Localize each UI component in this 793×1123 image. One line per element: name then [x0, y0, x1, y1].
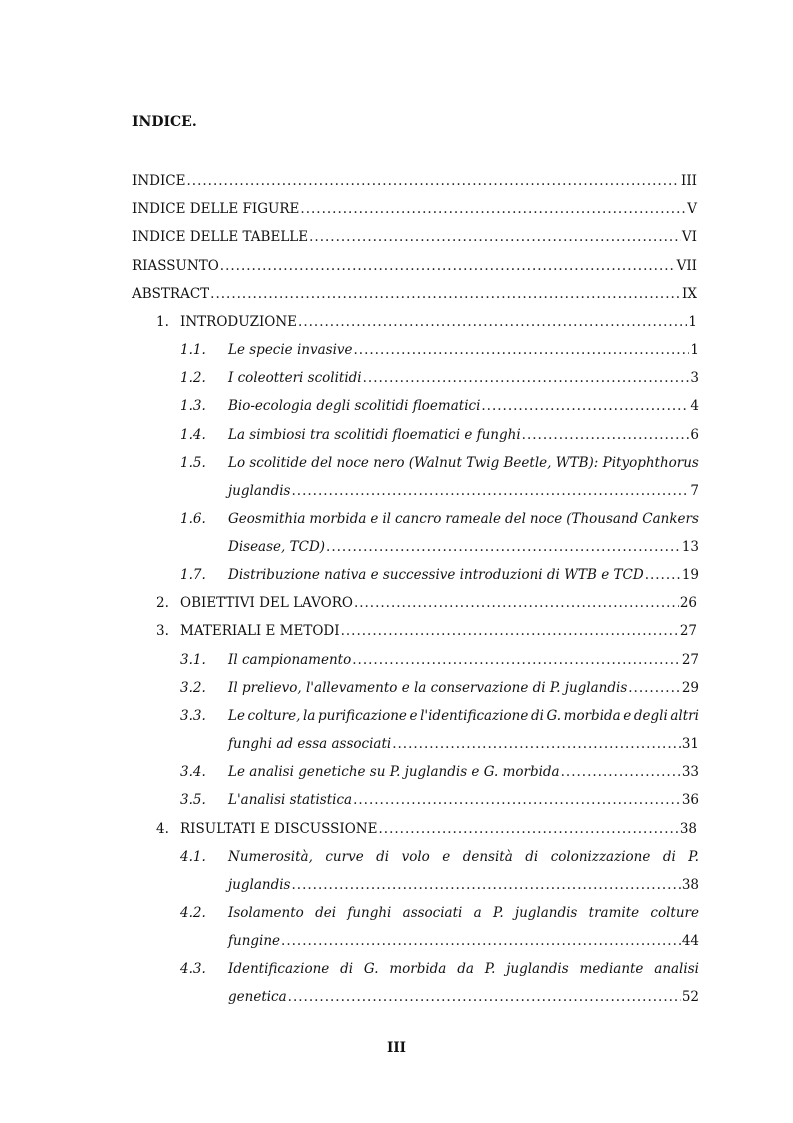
- word: Cankers: [642, 511, 699, 527]
- toc-entry-title: OBIETTIVI DEL LAVORO: [180, 595, 353, 611]
- word: e: [442, 849, 451, 865]
- toc-entry-number: 3.5.: [180, 792, 206, 808]
- toc-entry-title: juglandis: [228, 483, 291, 499]
- toc-entry-page: 38: [679, 821, 697, 837]
- word: Pityophthorus: [602, 455, 699, 471]
- toc-entry-title: Distribuzione nativa e successive introduzioni di WTB e TCD: [228, 567, 644, 583]
- toc-entry-page: III: [681, 173, 697, 189]
- word: colture: [650, 905, 699, 921]
- toc-entry-1-6-line2[interactable]: [228, 538, 699, 556]
- toc-entry-page: 44: [681, 933, 699, 949]
- dot-leader: [628, 679, 681, 697]
- toc-entry-number: 3.3.: [180, 708, 206, 724]
- toc-entry-page: 6: [690, 427, 699, 443]
- dot-leader: [561, 763, 681, 781]
- toc-entry-3-5[interactable]: [180, 791, 699, 809]
- toc-entry-page: 52: [681, 989, 699, 1005]
- word: e: [623, 708, 632, 724]
- word: altri: [670, 708, 699, 724]
- dot-leader: [645, 566, 681, 584]
- word: P.: [688, 849, 699, 865]
- toc-entry-number: 1.7.: [180, 567, 206, 583]
- toc-entry-page: 33: [681, 764, 699, 780]
- dot-leader: [309, 228, 681, 246]
- page-number: III: [387, 1040, 406, 1056]
- toc-entry-title: ABSTRACT: [132, 286, 210, 302]
- toc-entry-3-4[interactable]: [180, 763, 699, 781]
- toc-entry-number: 4.: [156, 821, 169, 837]
- dot-leader: [481, 397, 689, 415]
- word: purificazione: [317, 708, 407, 724]
- toc-entry-page: 31: [681, 736, 699, 752]
- toc-entry-indice[interactable]: [132, 172, 697, 190]
- word: (Thousand: [566, 511, 639, 527]
- toc-entry-page: VI: [681, 229, 697, 245]
- toc-entry-page: 27: [681, 652, 699, 668]
- dot-leader: [281, 932, 681, 950]
- word: l'identificazione: [420, 708, 529, 724]
- word: Le: [228, 708, 245, 724]
- dot-leader: [288, 988, 681, 1006]
- word: Beetle,: [503, 455, 552, 471]
- toc-entry-title: Il campionamento: [228, 652, 352, 668]
- toc-entry-number: 4.2.: [180, 905, 206, 921]
- word: G.: [363, 961, 379, 977]
- dot-leader: [354, 341, 690, 359]
- word: degli: [633, 708, 668, 724]
- word: mediante: [579, 961, 644, 977]
- toc-entry-1-3[interactable]: [180, 397, 699, 415]
- word: volo: [401, 849, 430, 865]
- toc-entry-page: 7: [690, 483, 699, 499]
- word: colonizzazione: [550, 849, 651, 865]
- dot-leader: [210, 285, 681, 303]
- toc-entry-chapter-4[interactable]: [156, 820, 697, 838]
- dot-leader: [220, 257, 676, 275]
- word: tramite: [588, 905, 640, 921]
- dot-leader: [298, 313, 687, 331]
- toc-entry-title: fungine: [228, 933, 281, 949]
- toc-entry-page: 26: [679, 595, 697, 611]
- word: rameale: [445, 511, 501, 527]
- toc-entry-4-3-line2[interactable]: [228, 988, 699, 1006]
- word: morbida: [563, 708, 621, 724]
- word: Lo: [228, 455, 246, 471]
- toc-entry-number: 1.3.: [180, 398, 206, 414]
- dot-leader: [392, 735, 681, 753]
- toc-entry-1-1[interactable]: [180, 341, 699, 359]
- toc-entry-1-6-line1[interactable]: [228, 510, 699, 528]
- word: di: [662, 849, 676, 865]
- toc-heading: INDICE.: [132, 114, 197, 130]
- word: colture,: [247, 708, 301, 724]
- toc-entry-4-1-line2[interactable]: [228, 876, 699, 894]
- toc-entry-number: 3.2.: [180, 680, 206, 696]
- word: del: [311, 455, 333, 471]
- toc-entry-3-3-line2[interactable]: [228, 735, 699, 753]
- word: morbida: [309, 511, 367, 527]
- toc-entry-3-3-line1[interactable]: [228, 707, 699, 725]
- toc-entry-4-1-line1[interactable]: [228, 848, 699, 866]
- word: a: [473, 905, 482, 921]
- toc-entry-title: INDICE: [132, 173, 186, 189]
- dot-leader: [291, 482, 689, 500]
- dot-leader: [352, 651, 681, 669]
- toc-entry-4-2-line1[interactable]: [228, 904, 699, 922]
- toc-entry-title: INDICE DELLE TABELLE: [132, 229, 309, 245]
- word: juglandis: [514, 905, 578, 921]
- toc-entry-riassunto[interactable]: [132, 257, 697, 275]
- word: noce: [529, 511, 563, 527]
- toc-entry-number: 1.2.: [180, 370, 206, 386]
- toc-entry-title: RIASSUNTO: [132, 258, 219, 274]
- toc-entry-1-5-line2[interactable]: [228, 482, 699, 500]
- toc-entry-1-5-line1[interactable]: [228, 454, 699, 472]
- toc-entry-page: 1: [688, 314, 697, 330]
- toc-entry-title: Le specie invasive: [228, 342, 353, 358]
- word: WTB):: [555, 455, 599, 471]
- toc-entry-page: 19: [681, 567, 699, 583]
- word: noce: [336, 455, 369, 471]
- toc-entry-chapter-2[interactable]: [156, 594, 697, 612]
- word: da: [457, 961, 474, 977]
- dot-leader: [354, 594, 679, 612]
- dot-leader: [341, 622, 679, 640]
- toc-entry-page: 29: [681, 680, 699, 696]
- word: densità: [462, 849, 513, 865]
- word: funghi: [347, 905, 392, 921]
- toc-entry-page: 27: [679, 623, 697, 639]
- toc-entry-page: 3: [690, 370, 699, 386]
- toc-entry-title: MATERIALI E METODI: [180, 623, 340, 639]
- word: juglandis: [506, 961, 569, 977]
- dot-leader: [378, 820, 678, 838]
- toc-entry-chapter-3[interactable]: [156, 622, 697, 640]
- toc-entry-title: L'analisi statistica: [228, 792, 353, 808]
- toc-entry-number: 1.5.: [180, 455, 206, 471]
- word: Identificazione: [228, 961, 330, 977]
- toc-entry-4-2-line2[interactable]: [228, 932, 699, 950]
- toc-entry-page: IX: [682, 286, 697, 302]
- toc-entry-number: 1.: [156, 314, 169, 330]
- toc-entry-indice-figure[interactable]: [132, 200, 697, 218]
- word: dei: [315, 905, 337, 921]
- toc-entry-page: VII: [676, 258, 697, 274]
- toc-entry-1-2[interactable]: [180, 369, 699, 387]
- dot-leader: [291, 876, 680, 894]
- word: di: [525, 849, 539, 865]
- toc-entry-title: genetica: [228, 989, 287, 1005]
- toc-entry-title: La simbiosi tra scolitidi floematici e funghi: [228, 427, 521, 443]
- toc-entry-title: INTRODUZIONE: [180, 314, 298, 330]
- toc-entry-page: 38: [681, 877, 699, 893]
- word: del: [504, 511, 526, 527]
- word: e: [370, 511, 379, 527]
- toc-entry-1-4[interactable]: [180, 426, 699, 444]
- word: la: [303, 708, 316, 724]
- word: analisi: [654, 961, 699, 977]
- toc-entry-number: 1.4.: [180, 427, 206, 443]
- toc-entry-page: V: [687, 201, 697, 217]
- toc-entry-number: 1.1.: [180, 342, 206, 358]
- toc-entry-1-7[interactable]: [180, 566, 699, 584]
- toc-entry-indice-tabelle[interactable]: [132, 228, 697, 246]
- toc-entry-page: 36: [681, 792, 699, 808]
- word: Isolamento: [228, 905, 304, 921]
- toc-entry-chapter-1[interactable]: [156, 313, 697, 331]
- word: P.: [484, 961, 496, 977]
- toc-entry-4-3-line1[interactable]: [228, 960, 699, 978]
- toc-entry-title: Disease, TCD): [228, 539, 326, 555]
- toc-entry-page: 4: [690, 398, 699, 414]
- dot-leader: [326, 538, 681, 556]
- dot-leader: [522, 426, 690, 444]
- toc-entry-3-2[interactable]: [180, 679, 699, 697]
- toc-entry-title: I coleotteri scolitidi: [228, 370, 362, 386]
- word: Numerosità,: [228, 849, 313, 865]
- dot-leader: [353, 791, 681, 809]
- dot-leader: [363, 369, 690, 387]
- toc-entry-number: 1.6.: [180, 511, 206, 527]
- toc-entry-number: 4.3.: [180, 961, 206, 977]
- toc-entry-number: 2.: [156, 595, 169, 611]
- word: curve: [325, 849, 364, 865]
- word: Geosmithia: [228, 511, 306, 527]
- toc-entry-number: 3.: [156, 623, 169, 639]
- toc-entry-3-1[interactable]: [180, 651, 699, 669]
- toc-entry-title: Le analisi genetiche su P. juglandis e G. morbida: [228, 764, 560, 780]
- word: scolitide: [249, 455, 308, 471]
- word: di: [530, 708, 544, 724]
- toc-entry-abstract[interactable]: [132, 285, 697, 303]
- word: il: [382, 511, 391, 527]
- word: e: [409, 708, 418, 724]
- toc-entry-title: INDICE DELLE FIGURE: [132, 201, 300, 217]
- word: G.: [546, 708, 562, 724]
- toc-entry-title: funghi ad essa associati: [228, 736, 392, 752]
- toc-entry-title: juglandis: [228, 877, 291, 893]
- word: cancro: [394, 511, 442, 527]
- toc-entry-page: 1: [690, 342, 699, 358]
- toc-entry-title: Il prelievo, l'allevamento e la conservazione di P. juglandis: [228, 680, 628, 696]
- toc-entry-number: 4.1.: [180, 849, 206, 865]
- toc-entry-page: 13: [681, 539, 699, 555]
- toc-entry-title: Bio-ecologia degli scolitidi floematici: [228, 398, 481, 414]
- dot-leader: [187, 172, 681, 190]
- word: P.: [492, 905, 504, 921]
- toc-entry-number: 3.1.: [180, 652, 206, 668]
- word: nero: [373, 455, 405, 471]
- word: (Walnut: [408, 455, 462, 471]
- word: di: [340, 961, 354, 977]
- dot-leader: [300, 200, 686, 218]
- toc-entry-title: RISULTATI E DISCUSSIONE: [180, 821, 378, 837]
- word: Twig: [466, 455, 500, 471]
- word: di: [376, 849, 390, 865]
- word: associati: [402, 905, 463, 921]
- word: morbida: [389, 961, 447, 977]
- toc-entry-number: 3.4.: [180, 764, 206, 780]
